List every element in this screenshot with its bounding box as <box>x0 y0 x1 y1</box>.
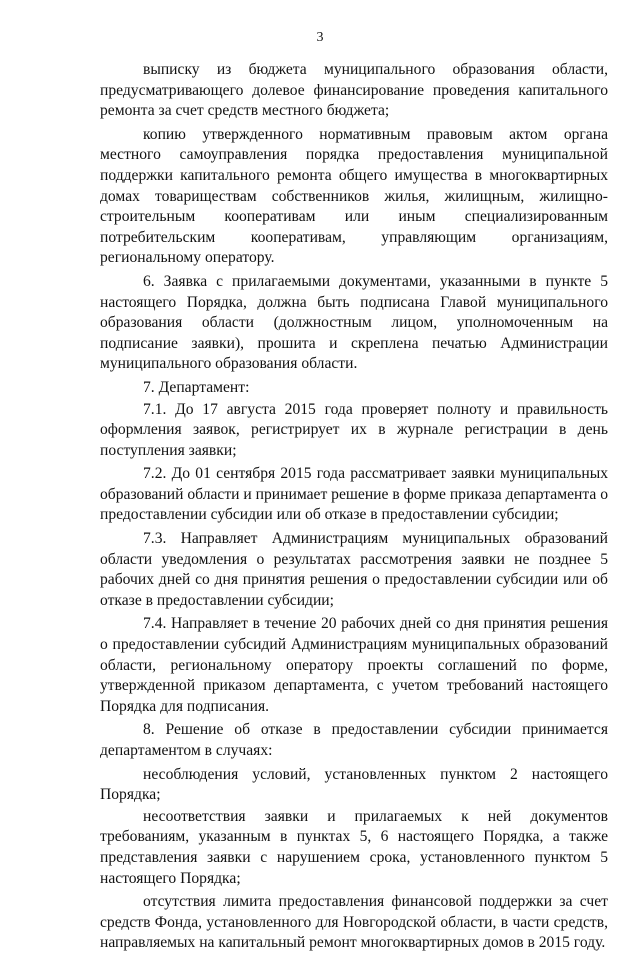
paragraph-item-6: 6. Заявка с прилагаемыми документами, указанными в пункте 5 настоящего Порядка, должна быть подписана Главой муниципального образования области (должностным лицом, уполномоченным на подписание заявки), прошита и скреплена печатью Администрации муниципального образования области. <box>100 272 608 373</box>
paragraph-refusal-reason-1: несоблюдения условий, установленных пунктом 2 настоящего Порядка; <box>100 765 608 804</box>
paragraph-item-7-3: 7.3. Направляет Администрациям муниципальных образований области уведомления о результатах рассмотрения заявки не позднее 5 рабочих дней со дня принятия решения о предоставлении субсидии или об отказе в предоставлении субсидии; <box>100 530 608 609</box>
document-body <box>100 60 608 957</box>
paragraph-item-8: 8. Решение об отказе в предоставлении субсидии принимается департаментом в случаях: <box>100 721 608 759</box>
paragraph-item-7-4: 7.4. Направляет в течение 20 рабочих дней со дня принятия решения о предоставлении субсидий Администрациям муниципальных образований области, региональному оператору проекты соглашений по форме, утвержденной приказом департамента, с учетом требований настоящего Порядка для подписания. <box>100 615 608 715</box>
paragraph-refusal-reason-3: отсутствия лимита предоставления финансовой поддержки за счет средств Фонда, установленного для Новгородской области, в части средств, направляемых на капитальный ремонт многоквартирных домов в 2015 году. <box>100 893 608 952</box>
paragraph-local-support-order: копию утвержденного нормативным правовым актом органа местного самоуправления порядка предоставления муниципальной поддержки капитального ремонта общего имущества в многоквартирных домах товариществам собственников жилья, жилищным, жилищно-строительным кооперативам или иным специализированным потребительским кооперативам, управляющим организациям, региональному оператору. <box>100 125 608 267</box>
paragraph-item-7-1: 7.1. До 17 августа 2015 года проверяет полноту и правильность оформления заявок, регистрирует их в журнале регистрации в день поступления заявки; <box>100 400 608 459</box>
paragraph-item-7-2: 7.2. До 01 сентября 2015 года рассматривает заявки муниципальных образований области и принимает решение в форме приказа департамента о предоставлении субсидии или об отказе в предоставлении субсидии; <box>100 465 608 524</box>
paragraph-item-7: 7. Департамент: <box>143 378 250 396</box>
page-number: 3 <box>316 30 324 45</box>
paragraph-budget-extract: выписку из бюджета муниципального образования области, предусматривающего долевое финансирование проведения капитального ремонта за счет средств местного бюджета; <box>100 61 608 120</box>
paragraph-refusal-reason-2: несоответствия заявки и прилагаемых к ней документов требованиям, указанным в пунктах 5, 6 настоящего Порядка, а также представления заявки с нарушением срока, установленного пунктом 5 настоящего Порядка; <box>100 807 608 887</box>
